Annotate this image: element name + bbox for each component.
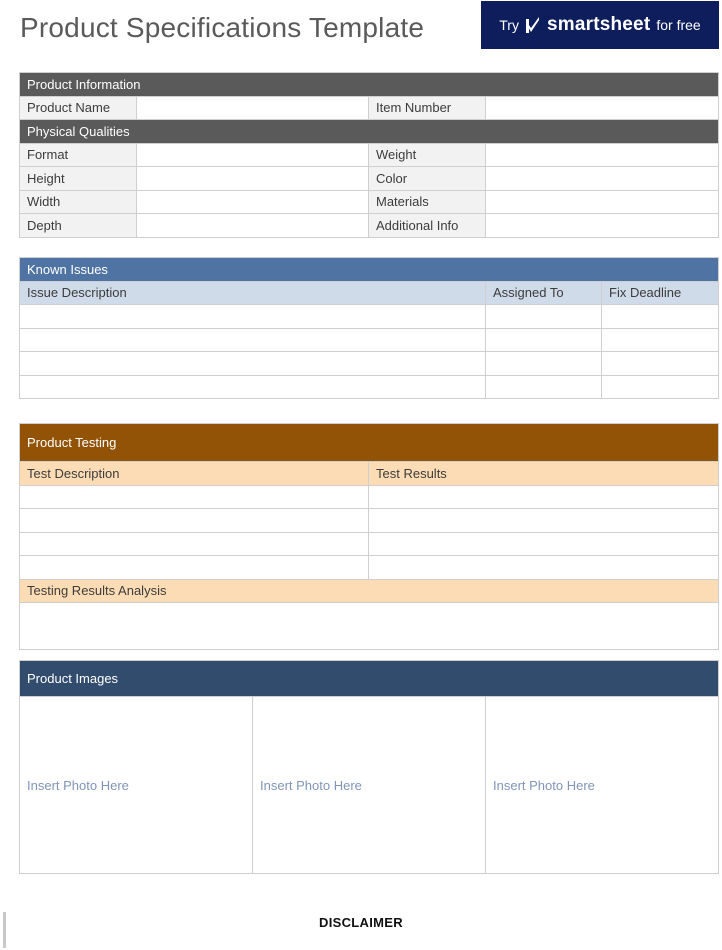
test-results-header: Test Results <box>369 462 719 486</box>
materials-field[interactable] <box>486 190 719 214</box>
banner-brand-text: smartsheet <box>546 14 651 35</box>
fix-deadline-cell[interactable] <box>602 375 719 399</box>
table-row <box>20 556 719 580</box>
product-information-title: Product Information <box>20 73 719 97</box>
table-row <box>20 305 719 329</box>
weight-field[interactable] <box>486 143 719 167</box>
page-title: Product Specifications Template <box>20 12 425 43</box>
product-information-section <box>19 72 719 238</box>
test-description-cell[interactable] <box>20 509 369 533</box>
disclaimer-heading: DISCLAIMER <box>319 915 403 930</box>
issue-description-header: Issue Description <box>20 281 486 305</box>
width-label: Width <box>20 190 137 214</box>
depth-field[interactable] <box>137 214 369 238</box>
photo-slot-2[interactable] <box>253 697 486 874</box>
fix-deadline-cell[interactable] <box>602 352 719 376</box>
table-row <box>20 532 719 556</box>
known-issues-section <box>19 257 719 399</box>
testing-results-analysis-header: Testing Results Analysis <box>20 579 719 603</box>
smartsheet-try-free-banner[interactable] <box>481 1 719 49</box>
test-results-cell[interactable] <box>369 485 719 509</box>
table-row <box>20 352 719 376</box>
additional-info-field[interactable] <box>486 214 719 238</box>
additional-info-label: Additional Info <box>369 214 486 238</box>
fix-deadline-cell[interactable] <box>602 305 719 329</box>
materials-label: Materials <box>369 190 486 214</box>
product-name-label: Product Name <box>20 96 137 120</box>
table-row <box>20 328 719 352</box>
product-images-title: Product Images <box>20 661 719 697</box>
table-row <box>20 509 719 533</box>
issue-description-cell[interactable] <box>20 375 486 399</box>
color-field[interactable] <box>486 167 719 191</box>
product-name-field[interactable] <box>137 96 369 120</box>
assigned-to-cell[interactable] <box>486 375 602 399</box>
assigned-to-cell[interactable] <box>486 352 602 376</box>
product-images-section <box>19 660 719 874</box>
color-label: Color <box>369 167 486 191</box>
fix-deadline-header: Fix Deadline <box>602 281 719 305</box>
test-description-header: Test Description <box>20 462 369 486</box>
format-label: Format <box>20 143 137 167</box>
insert-photo-placeholder: Insert Photo Here <box>27 777 129 793</box>
item-number-label: Item Number <box>369 96 486 120</box>
insert-photo-placeholder: Insert Photo Here <box>260 777 362 793</box>
height-field[interactable] <box>137 167 369 191</box>
test-description-cell[interactable] <box>20 485 369 509</box>
test-results-cell[interactable] <box>369 532 719 556</box>
table-row <box>20 375 719 399</box>
product-testing-section <box>19 423 719 650</box>
known-issues-title: Known Issues <box>20 258 719 282</box>
issue-description-cell[interactable] <box>20 328 486 352</box>
test-description-cell[interactable] <box>20 532 369 556</box>
insert-photo-placeholder: Insert Photo Here <box>493 777 595 793</box>
smartsheet-check-logo-icon <box>525 16 541 34</box>
product-testing-title: Product Testing <box>20 424 719 462</box>
table-row <box>20 485 719 509</box>
depth-label: Depth <box>20 214 137 238</box>
issue-description-cell[interactable] <box>20 352 486 376</box>
issue-description-cell[interactable] <box>20 305 486 329</box>
item-number-field[interactable] <box>486 96 719 120</box>
test-results-cell[interactable] <box>369 556 719 580</box>
height-label: Height <box>20 167 137 191</box>
photo-slot-1[interactable] <box>20 697 253 874</box>
assigned-to-cell[interactable] <box>486 328 602 352</box>
assigned-to-header: Assigned To <box>486 281 602 305</box>
assigned-to-cell[interactable] <box>486 305 602 329</box>
banner-try-text: Try <box>499 17 519 33</box>
fix-deadline-cell[interactable] <box>602 328 719 352</box>
format-field[interactable] <box>137 143 369 167</box>
weight-label: Weight <box>369 143 486 167</box>
banner-free-text: for free <box>656 17 701 33</box>
physical-qualities-header: Physical Qualities <box>20 120 719 144</box>
width-field[interactable] <box>137 190 369 214</box>
test-description-cell[interactable] <box>20 556 369 580</box>
testing-results-analysis-field[interactable] <box>20 603 719 650</box>
test-results-cell[interactable] <box>369 509 719 533</box>
photo-slot-3[interactable] <box>486 697 719 874</box>
